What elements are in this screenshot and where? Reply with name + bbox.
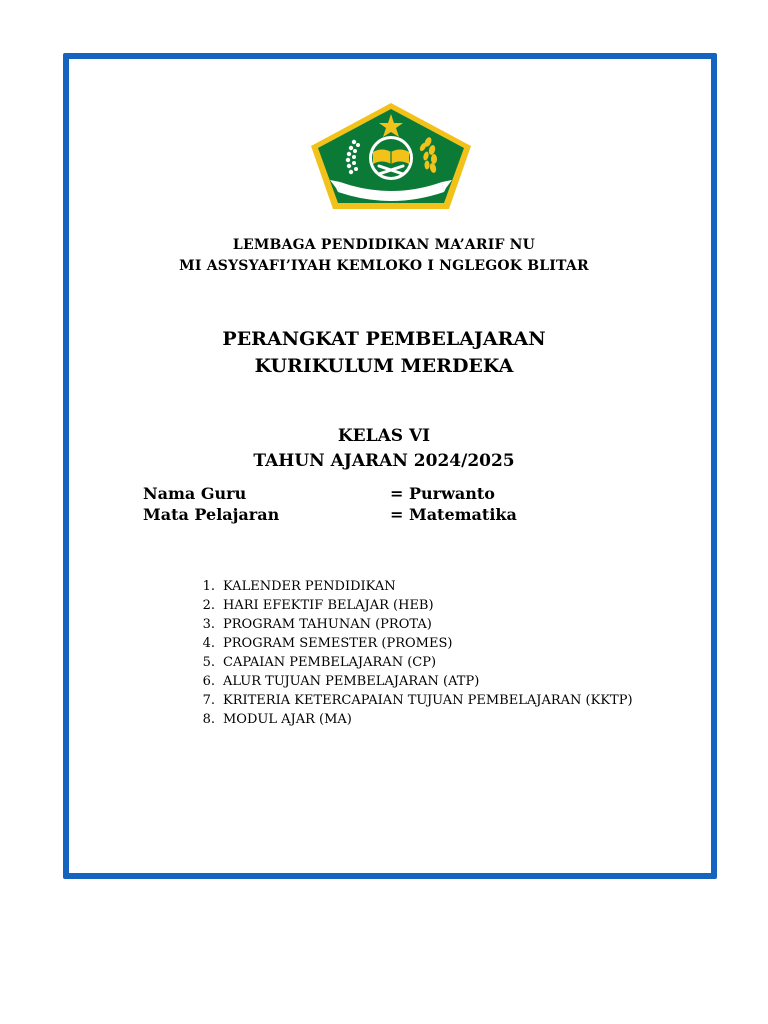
list-item — [197, 596, 717, 615]
list-number: 4. — [202, 636, 215, 651]
subject-value: = Matematika — [390, 505, 517, 524]
list-text: CAPAIAN PEMBELAJARAN (CP) — [223, 655, 437, 670]
teacher-value: = Purwanto — [390, 484, 495, 503]
list-item — [197, 672, 717, 691]
list-number: 6. — [202, 674, 215, 689]
list-number: 8. — [202, 712, 215, 727]
contents-list — [197, 577, 717, 729]
list-text: KALENDER PENDIDIKAN — [223, 579, 396, 594]
teacher-label: Nama Guru — [143, 484, 247, 503]
academic-year: TAHUN AJARAN 2024/2025 — [253, 451, 515, 471]
list-item — [197, 710, 717, 729]
institution-name: LEMBAGA PENDIDIKAN MA’ARIF NU — [232, 237, 536, 253]
list-item — [197, 691, 717, 710]
list-number: 7. — [202, 693, 215, 708]
list-number: 1. — [202, 579, 215, 594]
list-number: 5. — [202, 655, 215, 670]
document-title: PERANGKAT PEMBELAJARAN — [222, 328, 546, 350]
list-text: HARI EFEKTIF BELAJAR (HEB) — [223, 598, 434, 613]
class-level: KELAS VI — [337, 426, 431, 446]
subject-label: Mata Pelajaran — [143, 505, 280, 524]
list-text: ALUR TUJUAN PEMBELAJARAN (ATP) — [223, 674, 480, 689]
list-text: PROGRAM TAHUNAN (PROTA) — [223, 617, 432, 632]
kemenag-emblem-icon — [310, 102, 472, 210]
list-item — [197, 634, 717, 653]
list-item — [197, 577, 717, 596]
document-subtitle: KURIKULUM MERDEKA — [254, 355, 514, 377]
list-text: KRITERIA KETERCAPAIAN TUJUAN PEMBELAJARAN (KKTP) — [223, 693, 633, 708]
list-item — [197, 653, 717, 672]
list-text: PROGRAM SEMESTER (PROMES) — [223, 636, 453, 651]
school-name: MI ASYSYAFI’IYAH KEMLOKO I NGLEGOK BLITAR — [179, 258, 589, 274]
list-text: MODUL AJAR (MA) — [223, 712, 352, 727]
list-item — [197, 615, 717, 634]
list-number: 2. — [202, 598, 215, 613]
list-number: 3. — [202, 617, 215, 632]
